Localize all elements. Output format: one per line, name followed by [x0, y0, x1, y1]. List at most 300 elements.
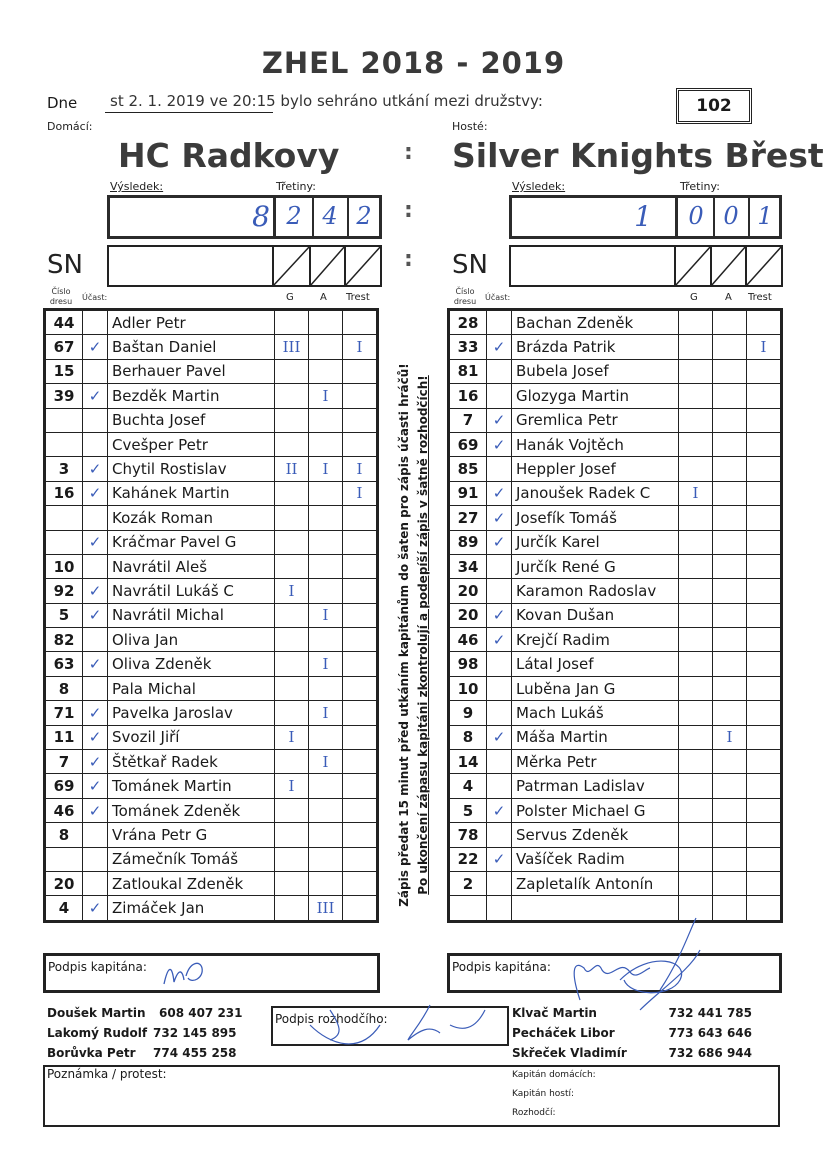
assists-cell[interactable]: I [309, 457, 343, 481]
goals-cell[interactable] [679, 384, 713, 408]
attendance-check[interactable]: ✓ [83, 725, 108, 749]
player-row [449, 481, 782, 505]
away-col-number: Číslo dresu [453, 287, 477, 306]
attendance-check[interactable]: ✓ [83, 603, 108, 627]
assists-cell[interactable] [309, 774, 343, 798]
away-periods-label: Třetiny: [680, 180, 720, 193]
player-row [45, 335, 378, 359]
penalty-cell[interactable] [747, 750, 782, 774]
home-captain-signature-box[interactable] [43, 953, 380, 993]
player-row [449, 579, 782, 603]
player-name: Zimáček Jan [108, 896, 275, 921]
goals-cell[interactable] [275, 652, 309, 676]
player-number: 20 [45, 871, 83, 895]
penalty-cell[interactable] [747, 579, 782, 603]
goals-cell[interactable] [679, 798, 713, 822]
penalty-cell[interactable] [747, 871, 782, 895]
assists-cell[interactable] [713, 774, 747, 798]
attendance-check[interactable] [83, 871, 108, 895]
assists-cell[interactable] [713, 310, 747, 335]
penalty-cell[interactable] [343, 408, 378, 432]
assists-cell[interactable] [713, 701, 747, 725]
player-name: Navrátil Aleš [108, 554, 275, 578]
penalty-cell[interactable] [747, 798, 782, 822]
colon-sn: : [404, 247, 413, 272]
home-contacts [47, 1003, 243, 1063]
away-col-g: G [690, 292, 698, 303]
penalty-cell[interactable] [343, 750, 378, 774]
player-row [45, 432, 378, 456]
penalty-cell[interactable] [343, 871, 378, 895]
player-row [449, 871, 782, 895]
attendance-check[interactable]: ✓ [83, 530, 108, 554]
goals-cell[interactable] [679, 432, 713, 456]
assists-cell[interactable] [309, 359, 343, 383]
home-col-penalty: Trest [346, 292, 370, 303]
goals-cell[interactable] [275, 432, 309, 456]
away-result-label: Výsledek: [512, 180, 566, 193]
goals-cell[interactable] [679, 603, 713, 627]
player-number [45, 408, 83, 432]
goals-cell[interactable] [679, 506, 713, 530]
penalty-cell[interactable] [343, 676, 378, 700]
assists-cell[interactable] [713, 579, 747, 603]
penalty-cell[interactable]: I [343, 335, 378, 359]
assists-cell[interactable] [309, 798, 343, 822]
penalty-cell[interactable] [747, 896, 782, 921]
attendance-check[interactable]: ✓ [83, 457, 108, 481]
assists-cell[interactable] [309, 310, 343, 335]
penalty-cell[interactable] [747, 359, 782, 383]
penalty-cell[interactable]: I [343, 457, 378, 481]
attendance-check[interactable] [487, 823, 512, 847]
goals-cell[interactable]: I [275, 774, 309, 798]
penalty-cell[interactable] [747, 603, 782, 627]
assists-cell[interactable] [309, 506, 343, 530]
assists-cell[interactable] [713, 554, 747, 578]
assists-cell[interactable] [713, 823, 747, 847]
player-row [45, 457, 378, 481]
player-name: Polster Michael G [512, 798, 679, 822]
goals-cell[interactable] [679, 676, 713, 700]
goals-cell[interactable] [275, 798, 309, 822]
attendance-check[interactable]: ✓ [487, 628, 512, 652]
player-number: 82 [45, 628, 83, 652]
penalty-cell[interactable] [747, 554, 782, 578]
player-row [45, 359, 378, 383]
goals-cell[interactable] [275, 676, 309, 700]
player-number: 4 [449, 774, 487, 798]
away-sn-box [509, 245, 783, 287]
assists-cell[interactable] [309, 676, 343, 700]
assists-cell[interactable] [713, 896, 747, 921]
player-number: 44 [45, 310, 83, 335]
player-row [45, 408, 378, 432]
home-contact-name: Doušek Martin [47, 1006, 146, 1020]
player-number [45, 530, 83, 554]
assists-cell[interactable] [713, 750, 747, 774]
attendance-check[interactable]: ✓ [487, 432, 512, 456]
attendance-check[interactable]: ✓ [83, 798, 108, 822]
assists-cell[interactable] [713, 432, 747, 456]
penalty-cell[interactable] [747, 628, 782, 652]
goals-cell[interactable] [275, 847, 309, 871]
penalty-cell[interactable] [343, 774, 378, 798]
assists-cell[interactable] [713, 871, 747, 895]
player-name: Karamon Radoslav [512, 579, 679, 603]
player-number: 7 [449, 408, 487, 432]
assists-cell[interactable] [309, 725, 343, 749]
attendance-check[interactable] [83, 676, 108, 700]
goals-cell[interactable] [679, 823, 713, 847]
penalty-cell[interactable] [343, 896, 378, 921]
goals-cell[interactable] [275, 896, 309, 921]
goals-cell[interactable] [275, 554, 309, 578]
penalty-cell[interactable] [343, 725, 378, 749]
player-row [45, 579, 378, 603]
home-sn-box [107, 245, 382, 287]
away-period-1: 0 [688, 202, 704, 230]
player-name: Mach Lukáš [512, 701, 679, 725]
attendance-check[interactable]: ✓ [83, 579, 108, 603]
attendance-check[interactable]: ✓ [487, 506, 512, 530]
penalty-cell[interactable]: I [343, 481, 378, 505]
assists-cell[interactable] [309, 554, 343, 578]
player-row [45, 896, 378, 921]
assists-cell[interactable] [713, 335, 747, 359]
penalty-cell[interactable] [343, 384, 378, 408]
away-team-name: Silver Knights Břest [452, 136, 824, 175]
attendance-check[interactable] [487, 750, 512, 774]
home-col-number: Číslo dresu [49, 287, 73, 306]
assists-cell[interactable] [309, 335, 343, 359]
attendance-check[interactable] [487, 871, 512, 895]
goals-cell[interactable] [679, 750, 713, 774]
attendance-check[interactable] [487, 676, 512, 700]
assists-cell[interactable] [713, 530, 747, 554]
player-number [45, 506, 83, 530]
penalty-cell[interactable] [343, 823, 378, 847]
away-contact-name: Klvač Martin [512, 1006, 597, 1020]
penalty-cell[interactable] [747, 457, 782, 481]
assists-cell[interactable] [713, 652, 747, 676]
goals-cell[interactable] [679, 554, 713, 578]
penalty-cell[interactable] [343, 554, 378, 578]
player-number: 34 [449, 554, 487, 578]
player-name: Oliva Jan [108, 628, 275, 652]
assists-cell[interactable] [309, 432, 343, 456]
referee-signature-label: Podpis rozhodčího: [275, 1012, 388, 1026]
assists-cell[interactable] [713, 359, 747, 383]
assists-cell[interactable] [309, 481, 343, 505]
goals-cell[interactable] [679, 871, 713, 895]
goals-cell[interactable] [275, 628, 309, 652]
penalty-cell[interactable] [747, 506, 782, 530]
player-name: Vrána Petr G [108, 823, 275, 847]
player-row [449, 823, 782, 847]
attendance-check[interactable] [487, 457, 512, 481]
penalty-cell[interactable] [343, 847, 378, 871]
penalty-cell[interactable] [747, 481, 782, 505]
attendance-check[interactable] [83, 554, 108, 578]
penalty-cell[interactable] [747, 530, 782, 554]
goals-cell[interactable] [275, 481, 309, 505]
player-name: Navrátil Michal [108, 603, 275, 627]
instructions-line-2: Po ukončení zápasu kapitáni zkontrolují a podepíší zápis v šatně rozhodčích! [416, 375, 430, 895]
penalty-cell[interactable] [343, 506, 378, 530]
goals-cell[interactable] [275, 359, 309, 383]
attendance-check[interactable]: ✓ [83, 652, 108, 676]
attendance-check[interactable] [487, 652, 512, 676]
attendance-check[interactable] [487, 554, 512, 578]
penalty-cell[interactable] [747, 408, 782, 432]
attendance-check[interactable]: ✓ [487, 603, 512, 627]
player-row [45, 530, 378, 554]
player-name: Patrman Ladislav [512, 774, 679, 798]
home-contact-phone: 608 407 231 [159, 1006, 243, 1020]
penalty-cell[interactable] [747, 676, 782, 700]
goals-cell[interactable]: III [275, 335, 309, 359]
assists-cell[interactable]: I [309, 652, 343, 676]
attendance-check[interactable] [83, 359, 108, 383]
penalty-cell[interactable] [747, 432, 782, 456]
penalty-cell[interactable] [343, 432, 378, 456]
away-col-a: A [725, 292, 732, 303]
goals-cell[interactable]: I [275, 579, 309, 603]
home-period-1: 2 [286, 202, 302, 230]
attendance-check[interactable] [487, 774, 512, 798]
player-name: Kráčmar Pavel G [108, 530, 275, 554]
player-number: 10 [45, 554, 83, 578]
penalty-cell[interactable] [747, 725, 782, 749]
penalty-cell[interactable]: I [747, 335, 782, 359]
home-col-g: G [286, 292, 294, 303]
player-name: Zámečník Tomáš [108, 847, 275, 871]
home-contact-phone: 774 455 258 [153, 1046, 237, 1060]
assists-cell[interactable]: I [309, 701, 343, 725]
goals-cell[interactable] [275, 384, 309, 408]
assists-cell[interactable] [309, 871, 343, 895]
player-row [45, 652, 378, 676]
player-number [45, 847, 83, 871]
goals-cell[interactable] [275, 603, 309, 627]
player-row [449, 701, 782, 725]
penalty-cell[interactable] [343, 310, 378, 335]
goals-cell[interactable] [679, 725, 713, 749]
goals-cell[interactable] [275, 823, 309, 847]
away-contacts [512, 1003, 752, 1063]
assists-cell[interactable] [713, 457, 747, 481]
attendance-check[interactable]: ✓ [487, 798, 512, 822]
penalty-cell[interactable] [747, 701, 782, 725]
assists-cell[interactable] [713, 506, 747, 530]
assists-cell[interactable]: I [309, 384, 343, 408]
attendance-check[interactable]: ✓ [83, 481, 108, 505]
assists-cell[interactable] [309, 628, 343, 652]
assists-cell[interactable] [713, 603, 747, 627]
player-name: Navrátil Lukáš C [108, 579, 275, 603]
player-name: Štětkař Radek [108, 750, 275, 774]
penalty-cell[interactable] [343, 603, 378, 627]
goals-cell[interactable] [679, 701, 713, 725]
goals-cell[interactable] [679, 774, 713, 798]
player-name: Zatloukal Zdeněk [108, 871, 275, 895]
attendance-check[interactable]: ✓ [487, 530, 512, 554]
attendance-check[interactable] [83, 506, 108, 530]
goals-cell[interactable] [679, 628, 713, 652]
goals-cell[interactable] [679, 408, 713, 432]
away-contact-phone: 732 686 944 [668, 1046, 752, 1060]
goals-cell[interactable] [275, 408, 309, 432]
penalty-cell[interactable] [343, 628, 378, 652]
player-name: Pala Michal [108, 676, 275, 700]
player-number: 67 [45, 335, 83, 359]
player-name: Zapletalík Antonín [512, 871, 679, 895]
attendance-check[interactable]: ✓ [487, 725, 512, 749]
assists-cell[interactable]: I [309, 603, 343, 627]
penalty-cell[interactable] [343, 701, 378, 725]
player-number: 33 [449, 335, 487, 359]
player-number: 69 [449, 432, 487, 456]
colon-score: : [404, 198, 413, 223]
player-number: 85 [449, 457, 487, 481]
attendance-check[interactable] [83, 408, 108, 432]
attendance-check[interactable]: ✓ [83, 750, 108, 774]
player-number: 16 [45, 481, 83, 505]
home-periods-label: Třetiny: [276, 180, 316, 193]
attendance-check[interactable]: ✓ [487, 408, 512, 432]
penalty-cell[interactable] [747, 384, 782, 408]
attendance-check[interactable]: ✓ [487, 847, 512, 871]
goals-cell[interactable] [679, 652, 713, 676]
attendance-check[interactable] [487, 384, 512, 408]
penalty-cell[interactable] [343, 579, 378, 603]
home-side-label: Domácí: [47, 120, 93, 133]
assists-cell[interactable] [309, 408, 343, 432]
player-row [449, 530, 782, 554]
player-number: 5 [449, 798, 487, 822]
assists-cell[interactable]: III [309, 896, 343, 921]
player-number: 27 [449, 506, 487, 530]
goals-cell[interactable] [275, 750, 309, 774]
goals-cell[interactable] [275, 506, 309, 530]
goals-cell[interactable] [275, 310, 309, 335]
attendance-check[interactable]: ✓ [487, 481, 512, 505]
penalty-cell[interactable] [747, 652, 782, 676]
assists-cell[interactable] [713, 798, 747, 822]
attendance-check[interactable]: ✓ [83, 701, 108, 725]
goals-cell[interactable] [679, 310, 713, 335]
assists-cell[interactable] [309, 847, 343, 871]
player-number: 69 [45, 774, 83, 798]
player-row [45, 676, 378, 700]
player-number: 71 [45, 701, 83, 725]
assists-cell[interactable] [309, 823, 343, 847]
player-number: 39 [45, 384, 83, 408]
player-row [449, 847, 782, 871]
penalty-cell[interactable] [343, 359, 378, 383]
assists-cell[interactable]: I [713, 725, 747, 749]
attendance-check[interactable] [487, 359, 512, 383]
away-period-3: 1 [757, 202, 773, 230]
attendance-check[interactable] [83, 432, 108, 456]
player-name: Krejčí Radim [512, 628, 679, 652]
attendance-check[interactable] [487, 896, 512, 921]
goals-cell[interactable] [275, 530, 309, 554]
assists-cell[interactable] [713, 847, 747, 871]
player-row [45, 310, 378, 335]
player-row [45, 774, 378, 798]
assists-cell[interactable] [309, 579, 343, 603]
penalty-cell[interactable] [343, 798, 378, 822]
home-captain-signature [156, 956, 216, 990]
player-name: Kahánek Martin [108, 481, 275, 505]
assists-cell[interactable] [713, 481, 747, 505]
goals-cell[interactable] [679, 530, 713, 554]
goals-cell[interactable] [679, 335, 713, 359]
attendance-check[interactable] [487, 310, 512, 335]
penalty-cell[interactable] [747, 310, 782, 335]
goals-cell[interactable]: II [275, 457, 309, 481]
away-side-label: Hosté: [452, 120, 488, 133]
assists-cell[interactable]: I [309, 750, 343, 774]
goals-cell[interactable]: I [679, 481, 713, 505]
assists-cell[interactable] [713, 384, 747, 408]
penalty-cell[interactable] [747, 847, 782, 871]
player-name: Máša Martin [512, 725, 679, 749]
penalty-cell[interactable] [343, 530, 378, 554]
goals-cell[interactable]: I [275, 725, 309, 749]
goals-cell[interactable] [679, 847, 713, 871]
note-box[interactable] [43, 1065, 780, 1127]
assists-cell[interactable] [713, 408, 747, 432]
penalty-cell[interactable] [343, 652, 378, 676]
attendance-check[interactable]: ✓ [83, 384, 108, 408]
attendance-check[interactable] [487, 579, 512, 603]
attendance-check[interactable]: ✓ [487, 335, 512, 359]
attendance-check[interactable]: ✓ [83, 896, 108, 921]
player-name: Baštan Daniel [108, 335, 275, 359]
note-home-captain: Kapitán domácích: [512, 1070, 596, 1080]
player-name: Látal Josef [512, 652, 679, 676]
attendance-check[interactable]: ✓ [83, 774, 108, 798]
goals-cell[interactable] [679, 359, 713, 383]
penalty-cell[interactable] [747, 774, 782, 798]
attendance-check[interactable] [83, 847, 108, 871]
goals-cell[interactable] [679, 457, 713, 481]
goals-cell[interactable] [679, 579, 713, 603]
note-away-captain: Kapitán hostí: [512, 1089, 575, 1099]
attendance-check[interactable] [487, 701, 512, 725]
assists-cell[interactable] [713, 676, 747, 700]
goals-cell[interactable] [275, 871, 309, 895]
attendance-check[interactable]: ✓ [83, 335, 108, 359]
away-contact-name: Pecháček Libor [512, 1026, 615, 1040]
goals-cell[interactable] [275, 701, 309, 725]
away-score-box [509, 195, 782, 239]
attendance-check[interactable] [83, 628, 108, 652]
player-name: Servus Zdeněk [512, 823, 679, 847]
assists-cell[interactable] [713, 628, 747, 652]
player-row [449, 628, 782, 652]
away-contact-name: Skřeček Vladimír [512, 1046, 627, 1060]
attendance-check[interactable] [83, 310, 108, 335]
penalty-cell[interactable] [747, 823, 782, 847]
attendance-check[interactable] [83, 823, 108, 847]
player-number: 9 [449, 701, 487, 725]
assists-cell[interactable] [309, 530, 343, 554]
player-number [45, 432, 83, 456]
